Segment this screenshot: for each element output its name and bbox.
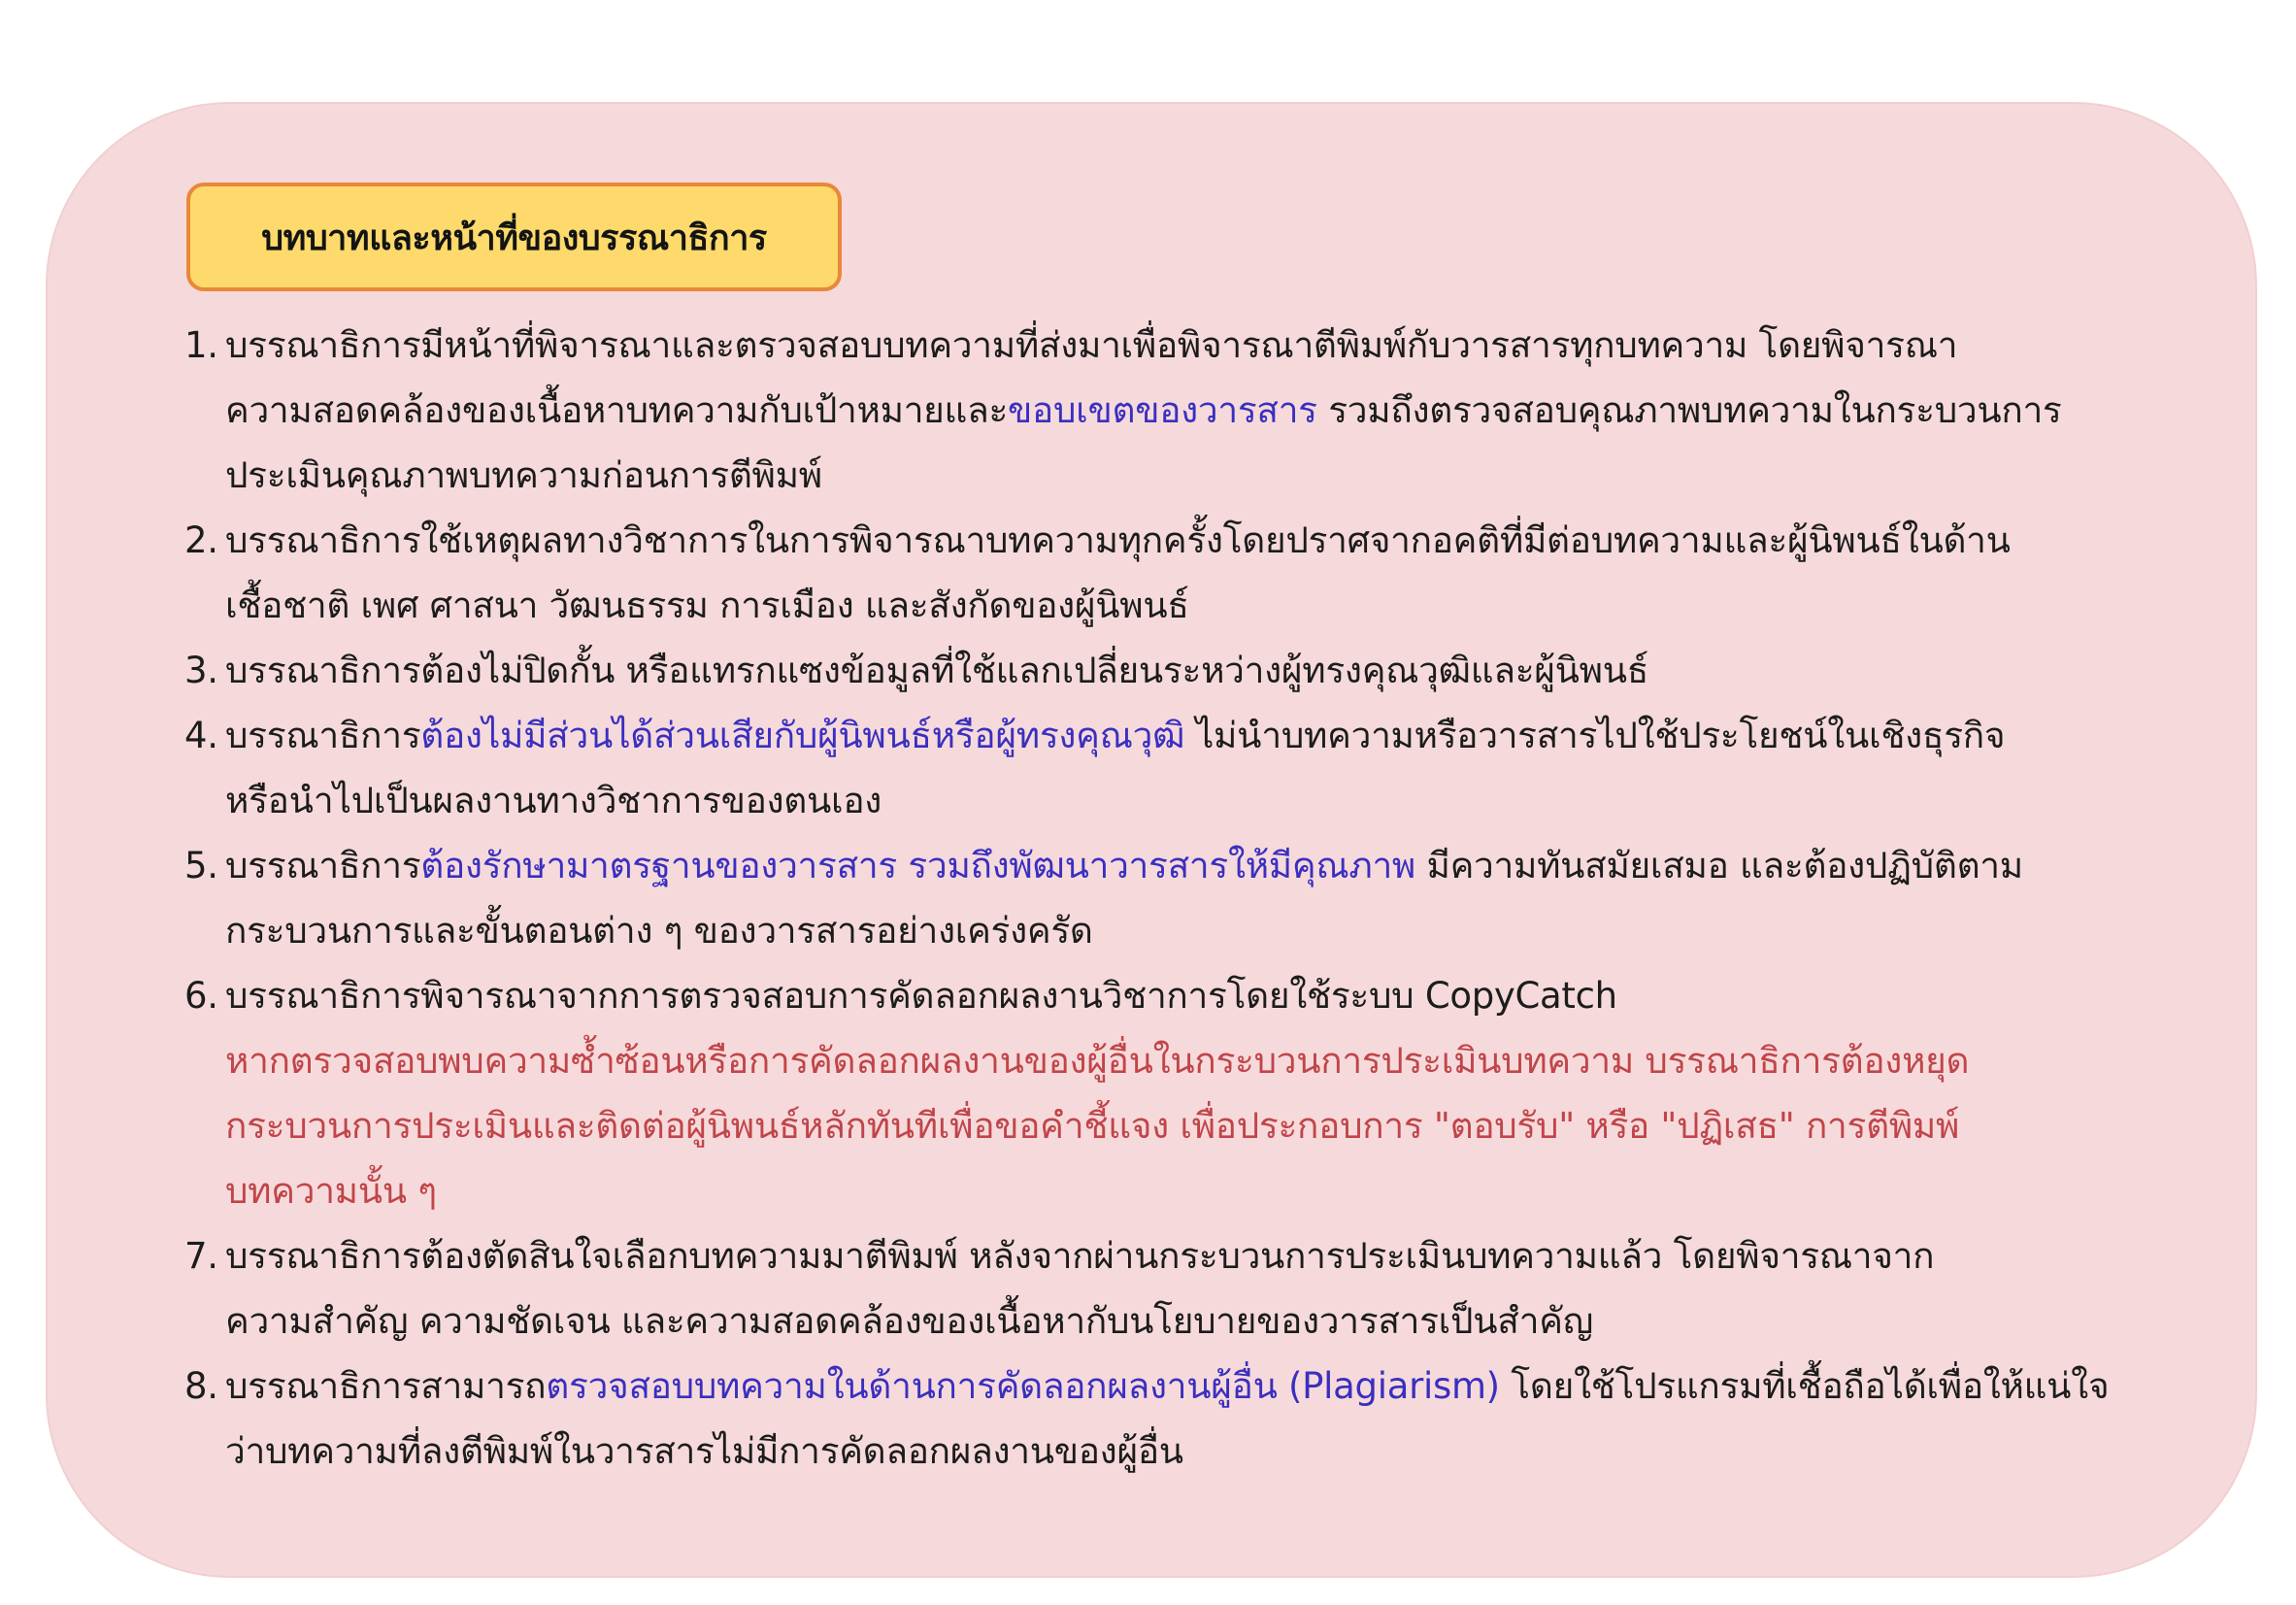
list-item-line xyxy=(225,768,2184,833)
text-segment: ความสำคัญ ความชัดเจน และความสอดคล้องของเนื้อหากับนโยบายของวารสารเป็นสำคัญ xyxy=(225,1300,1593,1342)
list-item-line xyxy=(225,1354,2184,1419)
text-segment: ประเมินคุณภาพบทความก่อนการตีพิมพ์ xyxy=(225,454,822,496)
text-segment: ไม่นำบทความหรือวารสารไปใช้ประโยชน์ในเชิงธุรกิจ xyxy=(1184,715,2006,756)
text-segment: ว่าบทความที่ลงตีพิมพ์ในวารสารไม่มีการคัดลอกผลงานของผู้อื่น xyxy=(225,1430,1183,1472)
highlighted-text-segment: บทความนั้น ๆ xyxy=(225,1170,437,1212)
list-item xyxy=(184,638,2184,703)
list-item-line xyxy=(225,573,2184,638)
list-item-line xyxy=(225,1028,2184,1093)
list-item-line xyxy=(225,898,2184,963)
text-segment: บรรณาธิการใช้เหตุผลทางวิชาการในการพิจารณาบทความทุกครั้งโดยปราศจากอคติที่มีต่อบทความและผู้นิพนธ์ในด้าน xyxy=(225,519,2011,561)
list-item-line xyxy=(225,1223,2184,1288)
highlighted-text-segment: ต้องรักษามาตรฐานของวารสาร รวมถึงพัฒนาวารสารให้มีคุณภาพ xyxy=(420,845,1416,886)
text-segment: มีความทันสมัยเสมอ และต้องปฏิบัติตาม xyxy=(1415,845,2023,886)
list-item-line xyxy=(225,703,2184,768)
list-item-line xyxy=(225,1419,2184,1484)
text-segment: หรือนำไปเป็นผลงานทางวิชาการของตนเอง xyxy=(225,780,882,821)
list-item-line xyxy=(225,1288,2184,1354)
highlighted-text-segment: ขอบเขตของวารสาร xyxy=(1008,389,1317,431)
text-segment: บรรณาธิการมีหน้าที่พิจารณาและตรวจสอบบทความที่ส่งมาเพื่อพิจารณาตีพิมพ์กับวารสารทุกบทความ โดยพิจารณา xyxy=(225,324,1958,366)
text-segment: ความสอดคล้องของเนื้อหาบทความกับเป้าหมายและ xyxy=(225,389,1009,431)
list-item-line xyxy=(225,638,2184,703)
list-item xyxy=(184,1354,2184,1484)
list-item-number: 6. xyxy=(184,975,218,1017)
text-segment: บรรณาธิการพิจารณาจากการตรวจสอบการคัดลอกผลงานวิชาการโดยใช้ระบบ CopyCatch xyxy=(225,975,1617,1017)
list-item-line xyxy=(225,443,2184,508)
duties-list xyxy=(184,313,2184,1484)
list-item-number: 3. xyxy=(184,650,218,691)
highlighted-text-segment: กระบวนการประเมินและติดต่อผู้นิพนธ์หลักทันทีเพื่อขอคำชี้แจง เพื่อประกอบการ "ตอบรับ" หรือ "ปฏิเสธ" การตีพิมพ์ xyxy=(225,1105,1960,1147)
list-item-number: 2. xyxy=(184,519,218,561)
list-item-number: 1. xyxy=(184,324,218,366)
list-item-number: 7. xyxy=(184,1235,218,1277)
text-segment: บรรณาธิการต้องไม่ปิดกั้น หรือแทรกแซงข้อมูลที่ใช้แลกเปลี่ยนระหว่างผู้ทรงคุณวุฒิและผู้นิพนธ์ xyxy=(225,650,1649,691)
text-segment: บรรณาธิการ xyxy=(225,845,421,886)
highlighted-text-segment: หากตรวจสอบพบความซ้ำซ้อนหรือการคัดลอกผลงานของผู้อื่นในกระบวนการประเมินบทความ บรรณาธิการต้องหยุด xyxy=(225,1040,1970,1082)
list-item xyxy=(184,508,2184,638)
list-item-number: 4. xyxy=(184,715,218,756)
list-item-line xyxy=(225,313,2184,378)
list-item-line xyxy=(225,833,2184,898)
list-item xyxy=(184,1223,2184,1354)
text-segment: บรรณาธิการ xyxy=(225,715,421,756)
section-title-box xyxy=(186,183,842,291)
text-segment: โดยใช้โปรแกรมที่เชื้อถือได้เพื่อให้แน่ใจ xyxy=(1499,1365,2110,1407)
list-item-line xyxy=(225,963,2184,1028)
list-item xyxy=(184,833,2184,963)
list-item xyxy=(184,313,2184,508)
list-item-line xyxy=(225,508,2184,573)
text-segment: กระบวนการและขั้นตอนต่าง ๆ ของวารสารอย่างเคร่งครัด xyxy=(225,910,1093,952)
highlighted-text-segment: ต้องไม่มีส่วนได้ส่วนเสียกับผู้นิพนธ์หรือผู้ทรงคุณวุฒิ xyxy=(420,715,1185,756)
list-item-line xyxy=(225,378,2184,443)
list-item-line xyxy=(225,1158,2184,1223)
highlighted-text-segment: ตรวจสอบบทความในด้านการคัดลอกผลงานผู้อื่น (Plagiarism) xyxy=(546,1365,1500,1407)
text-segment: บรรณาธิการต้องตัดสินใจเลือกบทความมาตีพิมพ์ หลังจากผ่านกระบวนการประเมินบทความแล้ว โดยพิจารณาจาก xyxy=(225,1235,1935,1277)
section-title: บทบาทและหน้าที่ของบรรณาธิการ xyxy=(261,217,767,258)
list-item-number: 5. xyxy=(184,845,218,886)
list-item-number: 8. xyxy=(184,1365,218,1407)
list-item-line xyxy=(225,1093,2184,1158)
text-segment: เชื้อชาติ เพศ ศาสนา วัฒนธรรม การเมือง และสังกัดของผู้นิพนธ์ xyxy=(225,585,1189,626)
list-item xyxy=(184,703,2184,833)
text-segment: บรรณาธิการสามารถ xyxy=(225,1365,547,1407)
text-segment: รวมถึงตรวจสอบคุณภาพบทความในกระบวนการ xyxy=(1316,389,2062,431)
list-item xyxy=(184,963,2184,1223)
